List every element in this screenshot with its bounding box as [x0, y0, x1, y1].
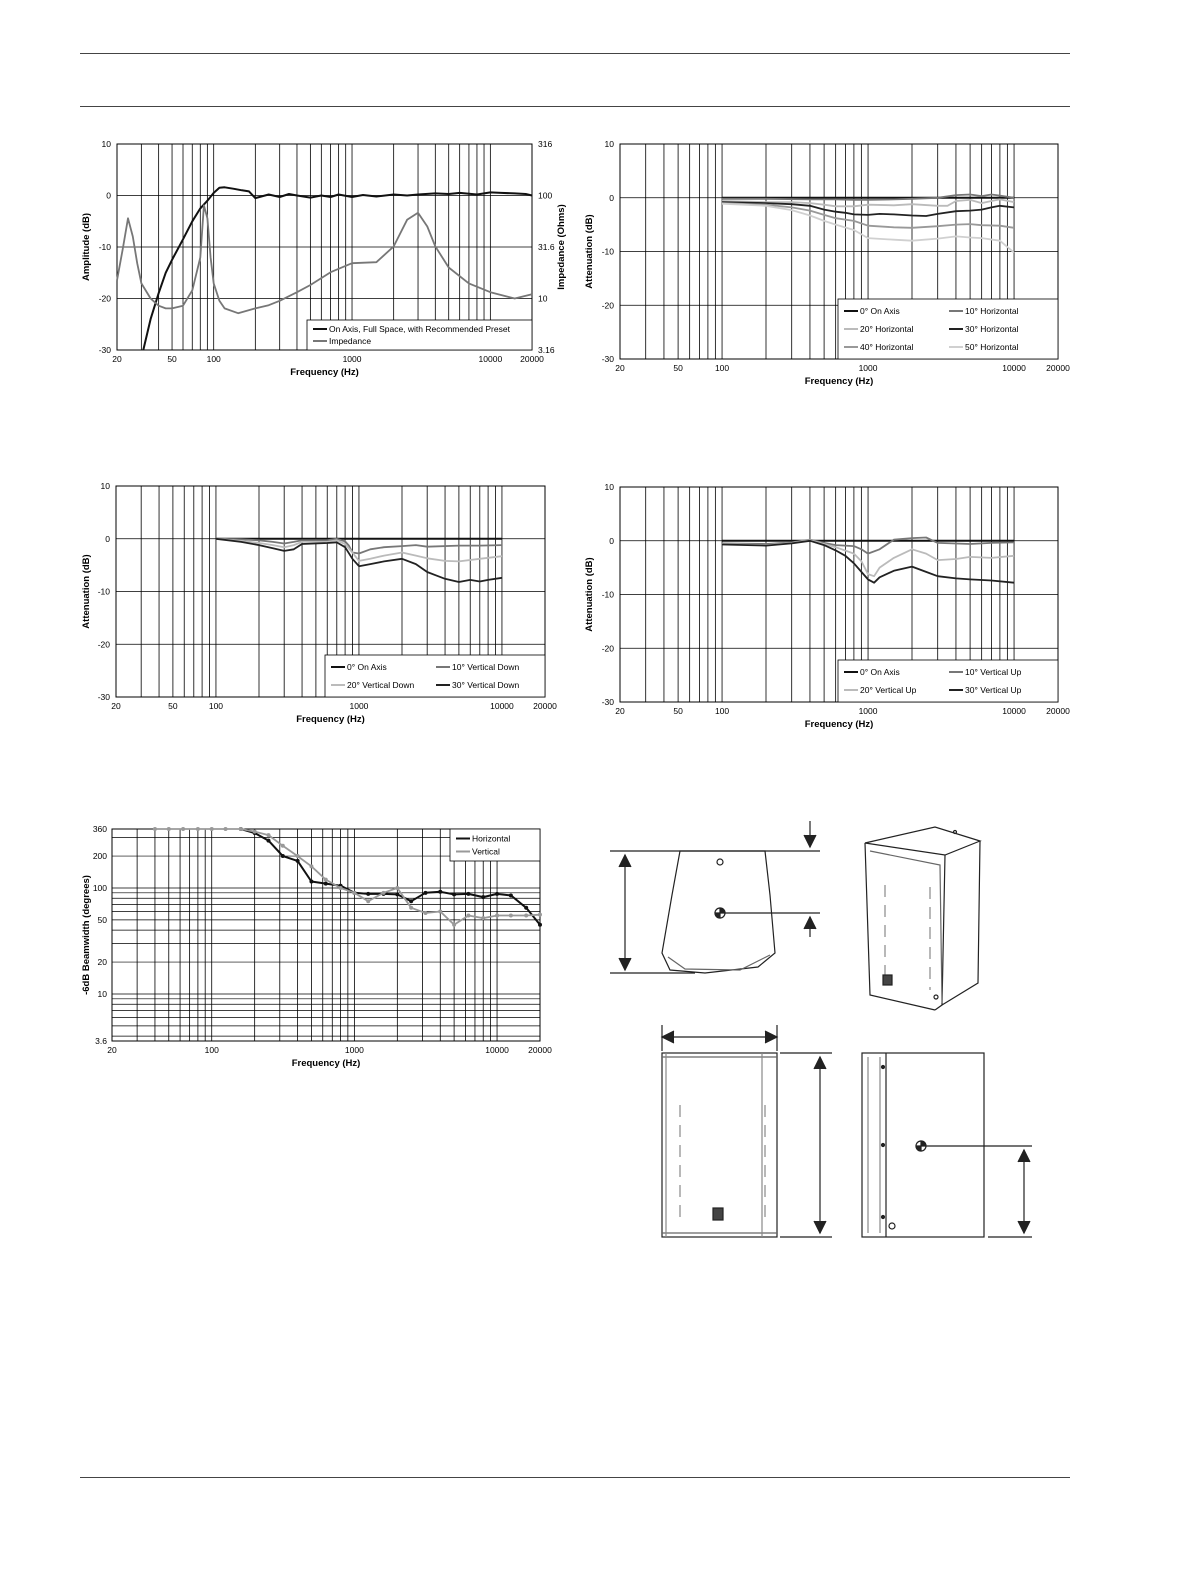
series-point-1 [339, 886, 343, 890]
series-point-0 [452, 892, 456, 896]
x-axis-label: Frequency (Hz) [290, 367, 359, 378]
y-tick-label: 20 [97, 957, 107, 968]
series-point-1 [423, 911, 427, 915]
series-point-0 [438, 890, 442, 894]
x-axis-label: Frequency (Hz) [296, 714, 365, 725]
legend-label: 20° Horizontal [860, 324, 914, 334]
x-tick-label: 20000 [520, 354, 544, 364]
x-tick-label: 50 [167, 354, 177, 364]
series-point-0 [481, 895, 485, 899]
series-point-1 [210, 827, 214, 831]
y-tick-label: 10 [101, 139, 111, 149]
series-point-0 [366, 892, 370, 896]
y-tick-label: 0 [105, 533, 110, 544]
chart-svg [578, 478, 1078, 738]
x-axis-label: Frequency (Hz) [804, 719, 874, 730]
series-point-1 [253, 830, 257, 834]
series-point-1 [352, 891, 356, 895]
cabinet-dimension-drawings [600, 815, 1060, 1245]
series-point-1 [181, 827, 185, 831]
x-tick-label: 50 [673, 706, 683, 716]
top-view-drawing [610, 821, 820, 973]
chart-svg [75, 820, 575, 1075]
legend-label: 30° Vertical Down [452, 680, 520, 690]
x-tick-label: 100 [714, 706, 730, 716]
y-tick-label: -30 [98, 345, 111, 355]
y-right-tick-label: 10 [538, 293, 548, 304]
x-tick-label: 20 [107, 1045, 117, 1055]
x-tick-label: 20 [615, 706, 625, 716]
legend-label: 0° On Axis [347, 662, 387, 672]
chart-vertical-up-attenuation [578, 478, 1078, 738]
series-point-0 [281, 854, 285, 858]
series-point-0 [309, 880, 313, 884]
chart-frequency-response [75, 135, 575, 385]
series-point-1 [309, 864, 313, 868]
series-point-1 [324, 878, 328, 882]
y-tick-label: 200 [92, 851, 107, 862]
perspective-view-drawing [865, 827, 980, 1010]
x-tick-label: 100 [206, 354, 221, 364]
legend-label: Vertical [472, 846, 500, 857]
x-tick-label: 20000 [533, 701, 557, 711]
series-point-0 [423, 891, 427, 895]
x-tick-label: 20 [615, 363, 625, 373]
legend-label: On Axis, Full Space, with Recommended Preset [329, 324, 510, 334]
x-tick-label: 10000 [490, 701, 514, 711]
y-tick-label: 360 [92, 824, 107, 834]
x-tick-label: 100 [714, 363, 730, 373]
series-point-1 [495, 913, 499, 917]
y-tick-label: -20 [98, 293, 111, 304]
y-tick-label: 10 [97, 988, 107, 999]
x-tick-label: 1000 [349, 701, 369, 711]
series-point-1 [296, 854, 300, 858]
series-point-1 [409, 906, 413, 910]
side-view-drawing [862, 1053, 1032, 1237]
y-tick-label: -20 [601, 643, 614, 654]
legend [307, 320, 532, 350]
series-point-1 [509, 913, 513, 917]
series-point-0 [538, 923, 542, 927]
series-point-0 [296, 859, 300, 863]
x-tick-label: 10000 [1002, 706, 1026, 716]
legend [325, 655, 545, 697]
legend-label: 30° Vertical Up [965, 685, 1022, 695]
chart-svg [75, 477, 575, 732]
x-tick-label: 10000 [1002, 363, 1026, 373]
legend-label: 50° Horizontal [965, 342, 1019, 352]
legend-label: Impedance [329, 336, 372, 346]
x-tick-label: 1000 [858, 706, 878, 716]
series-point-1 [224, 827, 228, 831]
y-tick-label: 50 [97, 914, 107, 925]
y-right-tick-label: 100 [538, 190, 553, 201]
series-point-1 [382, 891, 386, 895]
series-point-1 [395, 886, 399, 890]
y-right-tick-label: 31.6 [538, 242, 555, 252]
legend-label: 20° Vertical Up [860, 685, 917, 695]
x-tick-label: 10000 [478, 354, 503, 364]
series-point-0 [266, 839, 270, 843]
series-point-1 [524, 913, 528, 917]
series-point-1 [366, 899, 370, 903]
y-tick-label: -20 [97, 639, 110, 650]
y-tick-label: 3.6 [95, 1036, 107, 1046]
series-point-1 [481, 916, 485, 920]
series-point-0 [395, 892, 399, 896]
y-tick-label: -30 [601, 697, 614, 707]
y-tick-label: -10 [601, 246, 614, 257]
x-tick-label: 100 [204, 1045, 219, 1055]
series-point-1 [452, 923, 456, 927]
series-point-1 [266, 833, 270, 837]
x-tick-label: 20000 [1046, 706, 1070, 716]
y-axis-label: Amplitude (dB) [81, 212, 92, 282]
series-point-0 [495, 892, 499, 896]
series-point-1 [153, 827, 157, 831]
legend-label: 40° Horizontal [860, 342, 914, 352]
chart-beamwidth [75, 820, 575, 1075]
legend-label: 20° Vertical Down [347, 680, 415, 690]
legend-label: 0° On Axis [860, 306, 900, 316]
series-point-0 [524, 906, 528, 910]
y-right-tick-label: 316 [538, 139, 553, 149]
y-axis-label: Attenuation (dB) [584, 557, 595, 632]
y-axis-label: Attenuation (dB) [81, 554, 92, 629]
y-tick-label: -20 [601, 300, 614, 311]
x-tick-label: 1000 [344, 1045, 364, 1055]
y-tick-label: 10 [604, 139, 614, 149]
x-tick-label: 20000 [1046, 363, 1070, 373]
x-tick-label: 20 [112, 354, 122, 364]
y-tick-label: 0 [609, 192, 614, 203]
chart-horizontal-attenuation [578, 135, 1078, 395]
legend-label: 10° Vertical Down [452, 662, 520, 672]
y-tick-label: 100 [92, 882, 107, 893]
x-tick-label: 50 [673, 363, 683, 373]
y-right-tick-label: 3.16 [538, 345, 555, 355]
y-tick-label: 0 [609, 535, 614, 546]
x-tick-label: 50 [168, 701, 178, 711]
series-point-1 [239, 827, 243, 831]
y-tick-label: 0 [106, 190, 111, 201]
legend-label: 10° Vertical Up [965, 667, 1022, 677]
legend [838, 660, 1058, 702]
footer-rule [80, 1477, 1070, 1478]
series-point-0 [324, 882, 328, 886]
y-axis-label: Attenuation (dB) [584, 214, 595, 289]
x-tick-label: 100 [208, 701, 224, 711]
y-tick-label: -10 [97, 586, 110, 597]
y-tick-label: -10 [601, 589, 614, 600]
legend-label: Horizontal [472, 833, 511, 844]
front-view-drawing [662, 1025, 832, 1237]
chart-vertical-down-attenuation [75, 477, 575, 732]
series-point-1 [438, 909, 442, 913]
y-tick-label: -10 [98, 242, 111, 252]
legend-label: 0° On Axis [860, 667, 900, 677]
series-point-1 [538, 913, 542, 917]
series-point-0 [509, 893, 513, 897]
series-point-1 [167, 827, 171, 831]
x-tick-label: 1000 [858, 363, 878, 373]
legend-label: 10° Horizontal [965, 306, 1019, 316]
x-tick-label: 20 [111, 701, 121, 711]
series-line-1 [117, 205, 532, 313]
series-point-0 [466, 892, 470, 896]
x-tick-label: 10000 [485, 1045, 509, 1055]
series-point-1 [196, 827, 200, 831]
legend-label: 30° Horizontal [965, 324, 1019, 334]
x-tick-label: 20000 [528, 1045, 552, 1055]
chart-svg [578, 135, 1078, 395]
y-tick-label: 10 [100, 481, 110, 491]
legend [450, 829, 540, 861]
y-right-axis-label: Impedance (Ohms) [556, 204, 567, 290]
y-tick-label: 10 [604, 482, 614, 492]
x-axis-label: Frequency (Hz) [804, 376, 874, 387]
header-rule-bottom [80, 106, 1070, 107]
series-point-1 [466, 913, 470, 917]
y-axis-label: -6dB Beamwidth (degrees) [81, 875, 92, 995]
x-axis-label: Frequency (Hz) [291, 1058, 361, 1069]
x-tick-label: 1000 [342, 354, 362, 364]
series-point-1 [281, 844, 285, 848]
y-tick-label: -30 [601, 354, 614, 364]
header-rule-top [80, 53, 1070, 54]
y-tick-label: -30 [97, 692, 110, 702]
series-point-0 [409, 899, 413, 903]
legend [838, 299, 1058, 359]
chart-svg [75, 135, 575, 385]
